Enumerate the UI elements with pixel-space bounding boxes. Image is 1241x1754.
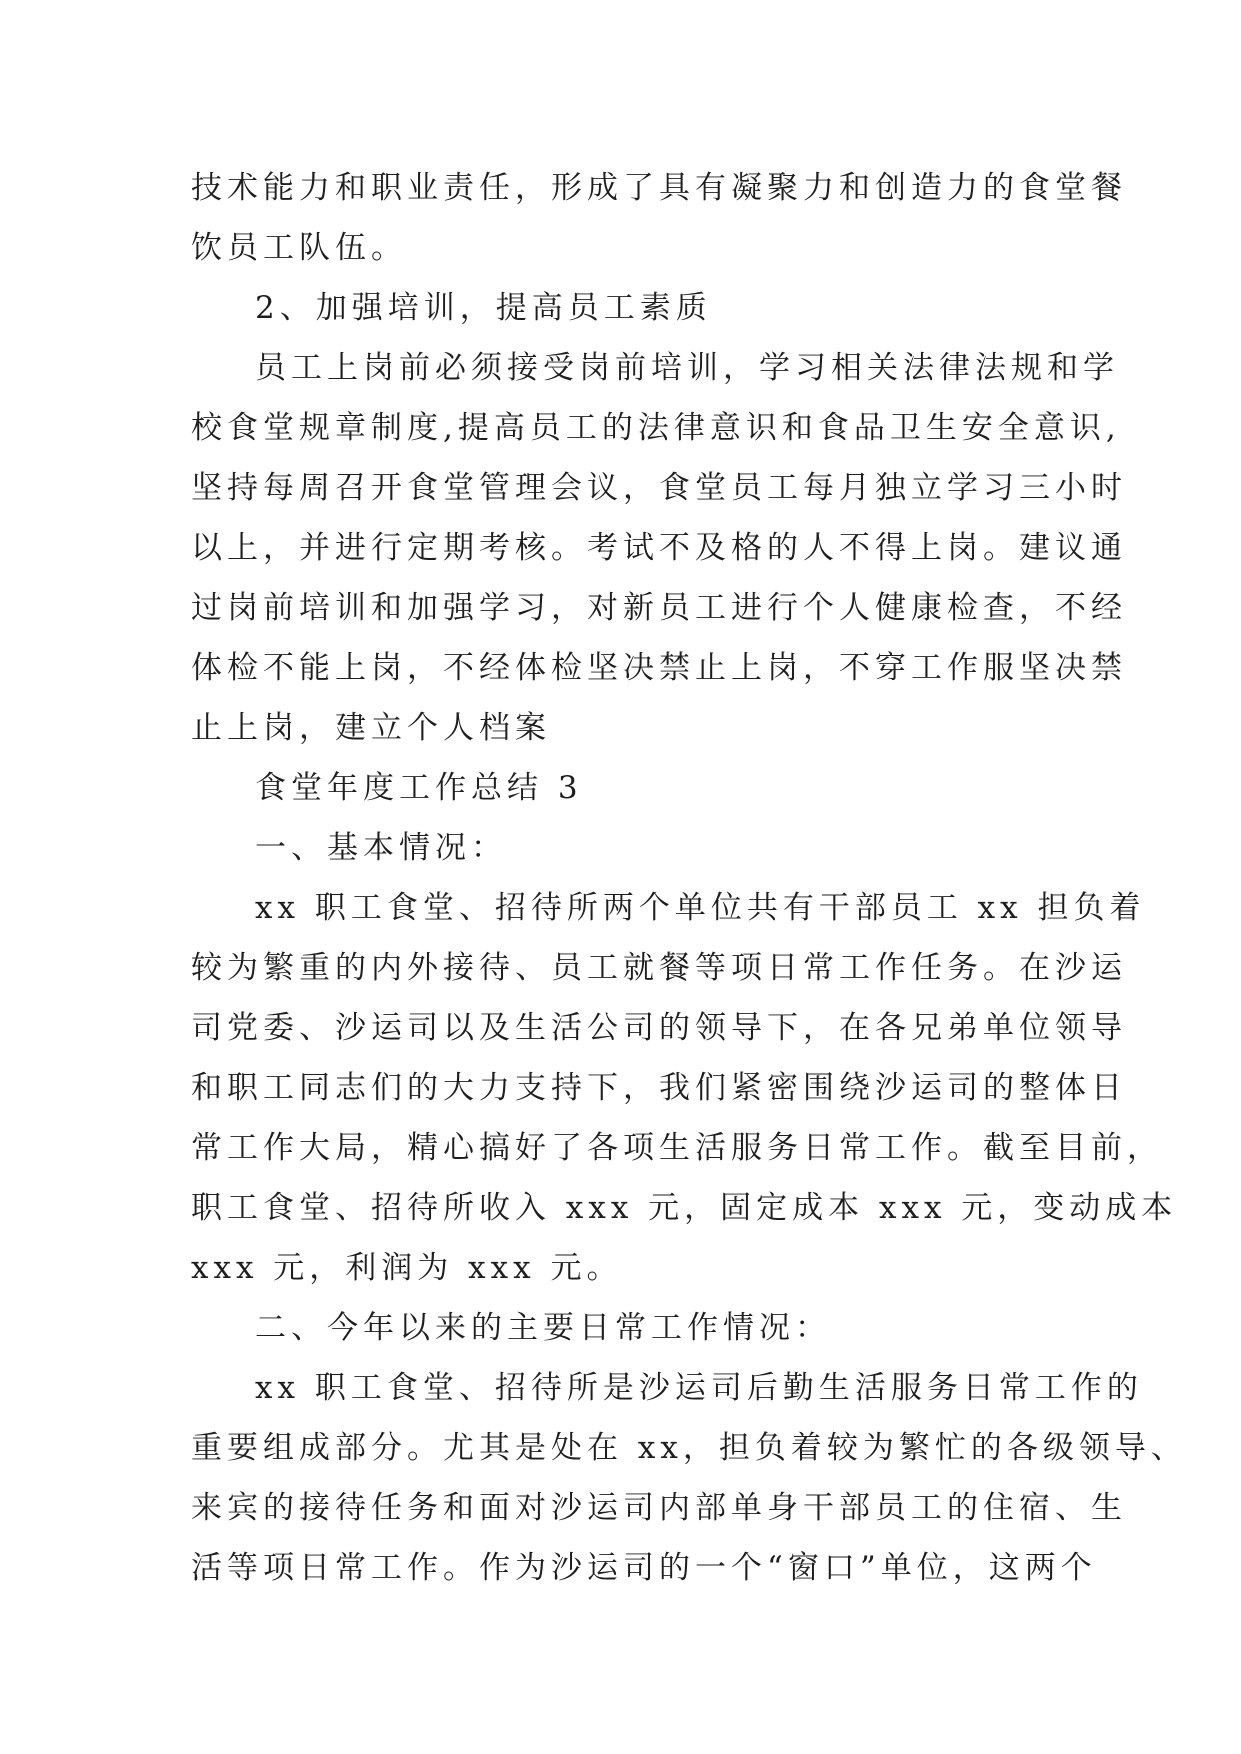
text-line: 常工作大局，精心搞好了各项生活服务日常工作。截至目前， — [191, 1130, 1163, 1166]
document-title: 食堂年度工作总结 3 — [255, 770, 583, 806]
text-line: 职工食堂、招待所收入 xxx 元，固定成本 xxx 元，变动成本 — [191, 1190, 1178, 1226]
text-line: xx 职工食堂、招待所是沙运司后勤生活服务日常工作的 — [255, 1370, 1143, 1406]
text-line: 较为繁重的内外接待、员工就餐等项日常工作任务。在沙运 — [191, 950, 1127, 986]
section-heading: 一、基本情况： — [255, 830, 507, 866]
text-line: 以上，并进行定期考核。考试不及格的人不得上岗。建议通 — [191, 530, 1127, 566]
text-line: 饮员工队伍。 — [191, 230, 407, 266]
text-line: 重要组成部分。尤其是处在 xx，担负着较为繁忙的各级领导、 — [191, 1430, 1187, 1466]
text-line: 体检不能上岗，不经体检坚决禁止上岗，不穿工作服坚决禁 — [191, 650, 1127, 686]
section-heading: 2、加强培训，提高员工素质 — [255, 290, 712, 326]
document-body — [191, 158, 1187, 1598]
text-line: 活等项日常工作。作为沙运司的一个“窗口”单位，这两个 — [191, 1550, 1097, 1586]
text-line: 员工上岗前必须接受岗前培训，学习相关法律法规和学 — [255, 350, 1119, 386]
text-line: 来宾的接待任务和面对沙运司内部单身干部员工的住宿、生 — [191, 1490, 1127, 1526]
text-line: 技术能力和职业责任，形成了具有凝聚力和创造力的食堂餐 — [191, 170, 1127, 206]
text-line: 止上岗，建立个人档案 — [191, 710, 551, 746]
text-line: 过岗前培训和加强学习，对新员工进行个人健康检查，不经 — [191, 590, 1127, 626]
text-line: 司党委、沙运司以及生活公司的领导下，在各兄弟单位领导 — [191, 1010, 1127, 1046]
text-line: xxx 元，利润为 xxx 元。 — [191, 1250, 623, 1286]
section-heading: 二、今年以来的主要日常工作情况： — [255, 1310, 831, 1346]
text-line: 和职工同志们的大力支持下，我们紧密围绕沙运司的整体日 — [191, 1070, 1127, 1106]
text-line: xx 职工食堂、招待所两个单位共有干部员工 xx 担负着 — [255, 890, 1146, 926]
text-line: 坚持每周召开食堂管理会议，食堂员工每月独立学习三小时 — [191, 470, 1127, 506]
text-line: 校食堂规章制度,提高员工的法律意识和食品卫生安全意识, — [191, 410, 1121, 446]
